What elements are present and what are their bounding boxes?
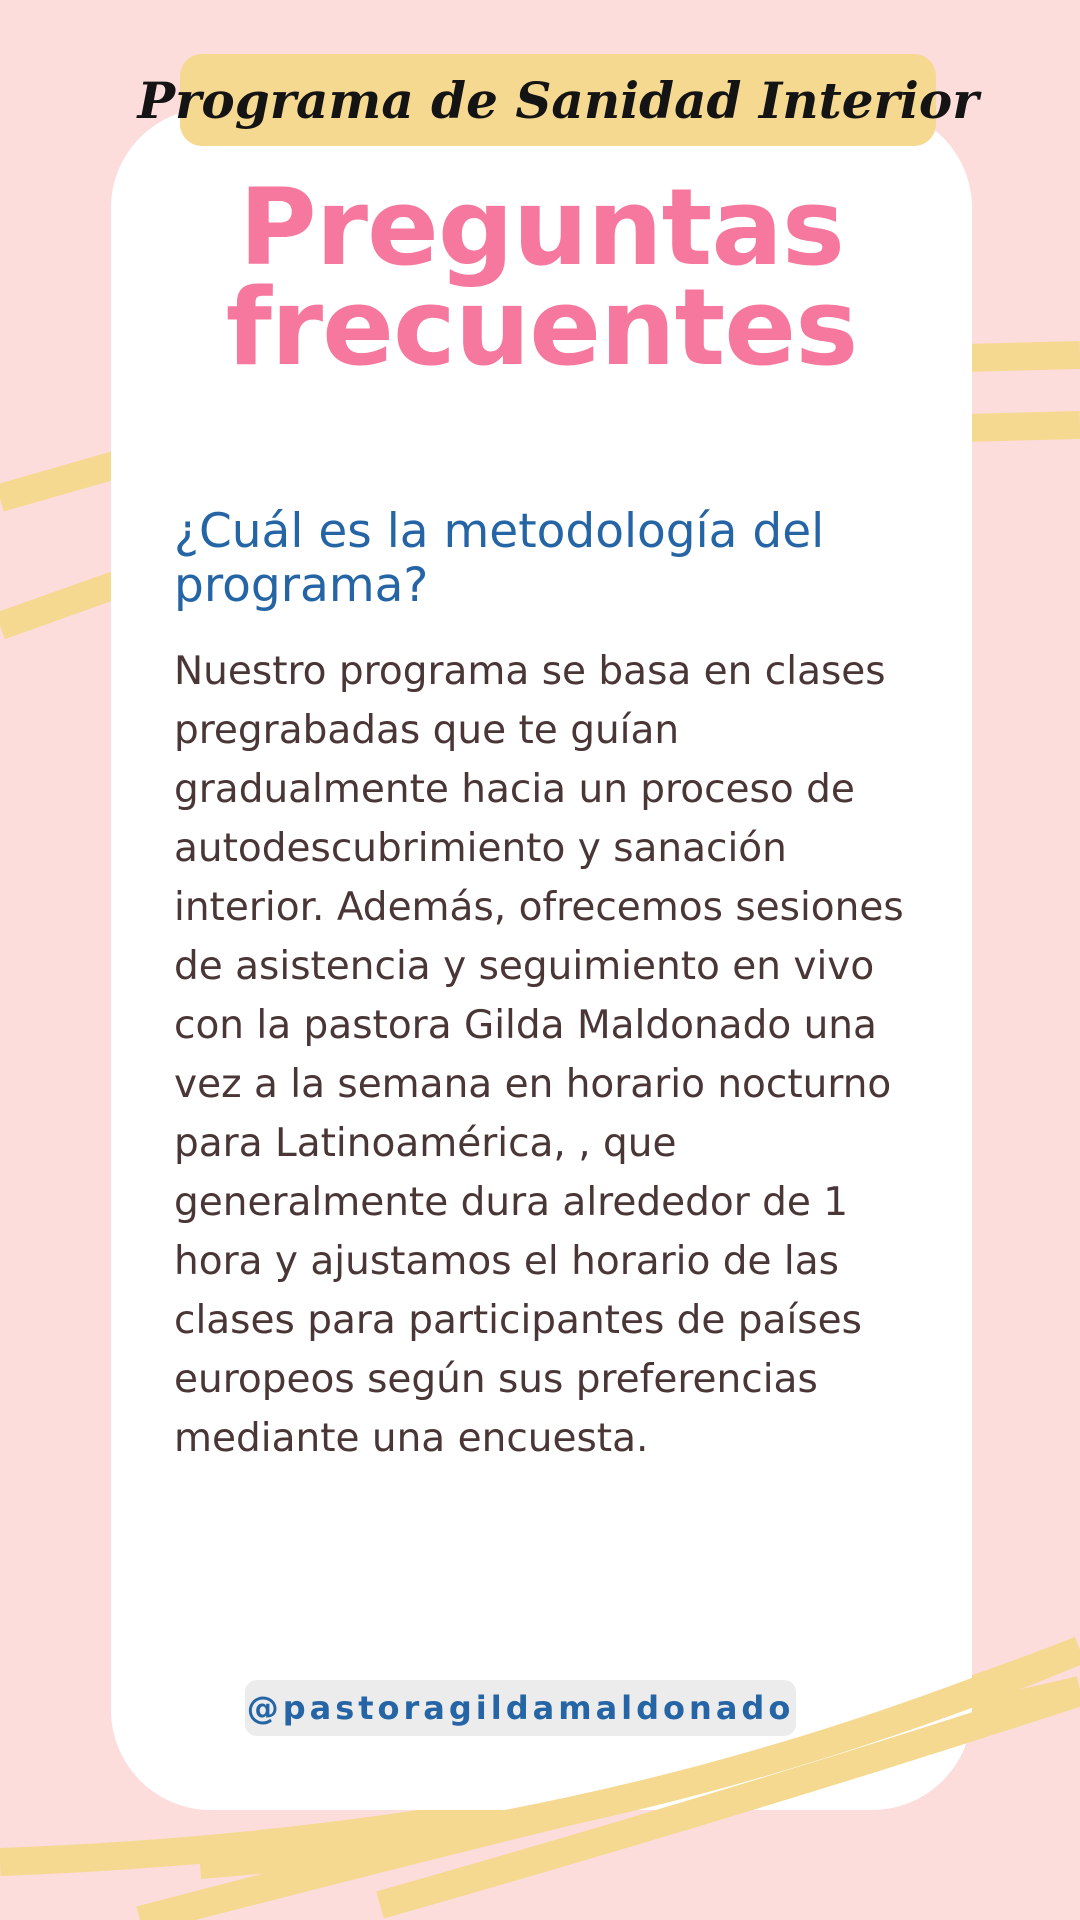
program-banner <box>137 54 979 146</box>
faq-answer: Nuestro programa se basa en clases pregrabadas que te guían gradualmente hacia un proceso de autodescubrimiento y sanación interior. Además, ofrecemos sesiones de asistencia y seguimiento en vivo con la pastora Gilda Maldonado una vez a la semana en horario nocturno para Latinoamérica, , que generalmente dura alrededor de 1 hora y ajustamos el horario de las clases para participantes de países europeos según sus preferencias mediante una encuesta. <box>174 649 904 1461</box>
title-line-2: frecuentes <box>225 266 858 389</box>
page-title <box>111 166 972 389</box>
banner-text: Programa de Sanidad Interior <box>137 70 979 130</box>
title-line-1: Preguntas <box>239 166 844 289</box>
social-handle: @pastoragildamaldonado <box>245 1680 796 1736</box>
faq-question: ¿Cuál es la metodología del programa? <box>174 504 825 613</box>
